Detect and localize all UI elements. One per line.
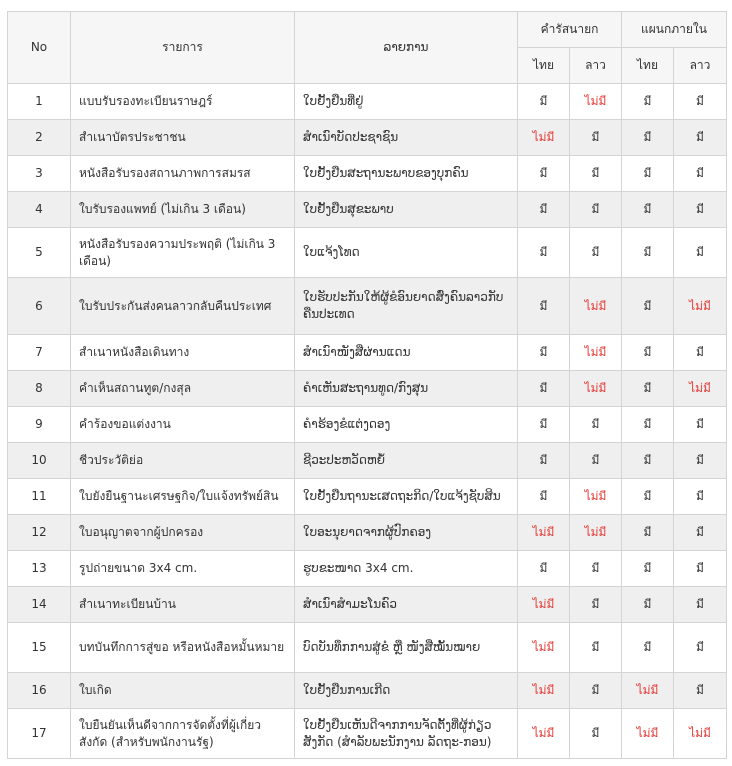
group-a-lao-status: ไม่มี	[570, 335, 622, 371]
group-b-lao-status: มี	[674, 120, 727, 156]
group-b-thai-status: มี	[622, 192, 674, 228]
row-number: 3	[8, 156, 71, 192]
item-lao: ຄຳຮ້ອງຂໍແຕ່ງດອງ	[295, 407, 518, 443]
col-item-lao-header: ລາຍການ	[295, 12, 518, 84]
table-row	[8, 587, 727, 623]
row-number: 16	[8, 673, 71, 709]
item-lao: ໃບຢັ້ງຢືນສຸຂະພາບ	[295, 192, 518, 228]
group-b-thai-header: ไทย	[622, 48, 674, 84]
item-thai: สำเนาบัตรประชาชน	[71, 120, 295, 156]
row-number: 2	[8, 120, 71, 156]
group-b-lao-status: มี	[674, 587, 727, 623]
item-thai: หนังสือรับรองความประพฤติ (ไม่เกิน 3 เดือน)	[71, 228, 295, 278]
group-a-header: คำรัสนายก	[518, 12, 622, 48]
group-b-thai-status: มี	[622, 407, 674, 443]
table-row	[8, 278, 727, 335]
group-a-lao-status: ไม่มี	[570, 371, 622, 407]
group-b-lao-status: ไม่มี	[674, 371, 727, 407]
group-b-lao-status: มี	[674, 228, 727, 278]
group-b-lao-status: มี	[674, 623, 727, 673]
group-a-thai-status: มี	[518, 407, 570, 443]
table-row	[8, 228, 727, 278]
item-lao: ສຳເນົາໜັງສືຜ່ານແດນ	[295, 335, 518, 371]
group-a-thai-status: มี	[518, 84, 570, 120]
row-number: 6	[8, 278, 71, 335]
group-b-thai-status: มี	[622, 156, 674, 192]
item-thai: คำร้องขอแต่งงาน	[71, 407, 295, 443]
group-b-lao-status: มี	[674, 407, 727, 443]
group-a-thai-status: ไม่มี	[518, 587, 570, 623]
row-number: 12	[8, 515, 71, 551]
item-lao: ຮູບຂະໜາດ 3x4 cm.	[295, 551, 518, 587]
group-b-lao-status: มี	[674, 551, 727, 587]
group-a-lao-status: มี	[570, 156, 622, 192]
row-number: 14	[8, 587, 71, 623]
group-a-thai-status: มี	[518, 335, 570, 371]
table-row	[8, 156, 727, 192]
item-lao: ໃບຢັ້ງຢືນສະຖານະພາບຂອງບຸກຄົນ	[295, 156, 518, 192]
item-thai: หนังสือรับรองสถานภาพการสมรส	[71, 156, 295, 192]
col-item-thai-header: รายการ	[71, 12, 295, 84]
item-lao: ໃບຢັ້ງຢືນການເກີດ	[295, 673, 518, 709]
group-b-thai-status: มี	[622, 228, 674, 278]
row-number: 1	[8, 84, 71, 120]
item-lao: ໃບຢັ້ງຢືນເຫັນດີຈາກການຈັດຕັ້ງທີ່ຜູ້ກ່ຽວສັງກັດ (ສຳລັບພະນັກງານ ລັດຖະ-ກອນ)	[295, 709, 518, 759]
table-row	[8, 479, 727, 515]
group-b-lao-status: ไม่มี	[674, 278, 727, 335]
item-thai: ใบรับประกันส่งคนลาวกลับคืนประเทศ	[71, 278, 295, 335]
group-a-lao-status: ไม่มี	[570, 278, 622, 335]
group-b-thai-status: มี	[622, 84, 674, 120]
group-a-lao-status: ไม่มี	[570, 479, 622, 515]
documents-table	[7, 11, 727, 759]
group-a-thai-status: ไม่มี	[518, 120, 570, 156]
group-a-thai-status: มี	[518, 479, 570, 515]
group-a-thai-status: มี	[518, 371, 570, 407]
table-row	[8, 551, 727, 587]
item-lao: ບົດບັນທຶກການສູ່ຂໍ ຫຼື ໜັງສືໝັ້ນໝາຍ	[295, 623, 518, 673]
group-b-thai-status: ไม่มี	[622, 709, 674, 759]
row-number: 11	[8, 479, 71, 515]
table-row	[8, 192, 727, 228]
group-b-thai-status: มี	[622, 371, 674, 407]
table-row	[8, 84, 727, 120]
group-a-thai-status: มี	[518, 192, 570, 228]
table-row	[8, 335, 727, 371]
table-row	[8, 515, 727, 551]
group-b-thai-status: มี	[622, 623, 674, 673]
table-row	[8, 371, 727, 407]
table-row	[8, 623, 727, 673]
col-no-header: No	[8, 12, 71, 84]
group-a-thai-status: มี	[518, 278, 570, 335]
group-b-thai-status: มี	[622, 515, 674, 551]
item-lao: ໃບຮັບປະກັນໃຫ້ຜູ້ຂໍອົນຍາດສົ່ງຄົນລາວກັບຄືນປະເທດ	[295, 278, 518, 335]
group-b-lao-status: มี	[674, 515, 727, 551]
row-number: 8	[8, 371, 71, 407]
group-b-header: แผนกภายใน	[622, 12, 727, 48]
group-b-thai-status: มี	[622, 120, 674, 156]
table-row	[8, 407, 727, 443]
group-b-thai-status: มี	[622, 443, 674, 479]
group-b-lao-status: มี	[674, 479, 727, 515]
group-a-thai-status: ไม่มี	[518, 709, 570, 759]
item-thai: ใบเกิด	[71, 673, 295, 709]
table-row	[8, 709, 727, 759]
group-a-thai-status: ไม่มี	[518, 623, 570, 673]
item-thai: ใบยืนยันเห็นดีจากการจัดตั้งที่ผู้เกี่ยวสังกัด (สำหรับพนักงานรัฐ)	[71, 709, 295, 759]
item-thai: สำเนาทะเบียนบ้าน	[71, 587, 295, 623]
group-a-lao-status: ไม่มี	[570, 515, 622, 551]
group-b-thai-status: มี	[622, 587, 674, 623]
group-b-lao-status: มี	[674, 673, 727, 709]
item-thai: แบบรับรองทะเบียนราษฎร์	[71, 84, 295, 120]
item-thai: ใบรับรองแพทย์ (ไม่เกิน 3 เดือน)	[71, 192, 295, 228]
row-number: 15	[8, 623, 71, 673]
group-a-thai-status: มี	[518, 228, 570, 278]
group-b-thai-status: มี	[622, 335, 674, 371]
group-b-lao-header: ลาว	[674, 48, 727, 84]
group-a-thai-status: ไม่มี	[518, 515, 570, 551]
item-thai: ชีวประวัติย่อ	[71, 443, 295, 479]
group-a-lao-status: มี	[570, 551, 622, 587]
item-thai: ใบยังยืนฐานะเศรษฐกิจ/ใบแจ้งทรัพย์สิน	[71, 479, 295, 515]
item-thai: สำเนาหนังสือเดินทาง	[71, 335, 295, 371]
group-a-thai-header: ไทย	[518, 48, 570, 84]
group-a-lao-status: มี	[570, 192, 622, 228]
group-b-thai-status: มี	[622, 551, 674, 587]
group-b-thai-status: มี	[622, 278, 674, 335]
table-header	[8, 12, 727, 84]
group-a-lao-status: มี	[570, 228, 622, 278]
group-a-lao-status: ไม่มี	[570, 84, 622, 120]
row-number: 17	[8, 709, 71, 759]
row-number: 9	[8, 407, 71, 443]
table-row	[8, 443, 727, 479]
group-a-lao-status: มี	[570, 623, 622, 673]
item-lao: ສຳເນົາບັດປະຊາຊົນ	[295, 120, 518, 156]
item-lao: ໃບອະນຸຍາດຈາກຜູ້ປົກຄອງ	[295, 515, 518, 551]
item-thai: ใบอนุญาตจากผู้ปกครอง	[71, 515, 295, 551]
group-a-thai-status: มี	[518, 551, 570, 587]
group-a-thai-status: ไม่มี	[518, 673, 570, 709]
row-number: 7	[8, 335, 71, 371]
row-number: 13	[8, 551, 71, 587]
table-body	[8, 84, 727, 759]
group-b-thai-status: มี	[622, 479, 674, 515]
row-number: 5	[8, 228, 71, 278]
group-b-thai-status: ไม่มี	[622, 673, 674, 709]
group-a-lao-status: มี	[570, 120, 622, 156]
group-a-lao-status: มี	[570, 673, 622, 709]
group-a-thai-status: มี	[518, 156, 570, 192]
group-a-lao-status: มี	[570, 709, 622, 759]
item-lao: ຄຳເຫັນສະຖານທູດ/ກົງສຸນ	[295, 371, 518, 407]
group-a-lao-status: มี	[570, 443, 622, 479]
group-a-lao-status: มี	[570, 587, 622, 623]
group-a-lao-status: มี	[570, 407, 622, 443]
table-row	[8, 120, 727, 156]
group-b-lao-status: ไม่มี	[674, 709, 727, 759]
row-number: 10	[8, 443, 71, 479]
item-thai: รูปถ่ายขนาด 3x4 cm.	[71, 551, 295, 587]
group-b-lao-status: มี	[674, 335, 727, 371]
group-a-lao-header: ลาว	[570, 48, 622, 84]
group-b-lao-status: มี	[674, 192, 727, 228]
group-b-lao-status: มี	[674, 443, 727, 479]
item-thai: คำเห็นสถานทูต/กงสุล	[71, 371, 295, 407]
item-thai: บทบันทึกการสู่ขอ หรือหนังสือหมั้นหมาย	[71, 623, 295, 673]
item-lao: ໃບຢັ້ງຢືນຖານະເສດຖະກິດ/ໃບແຈ້ງຊັບສິນ	[295, 479, 518, 515]
row-number: 4	[8, 192, 71, 228]
item-lao: ສຳເນົາສຳມະໂນຄົວ	[295, 587, 518, 623]
item-lao: ຊີວະປະຫວັດຫຍໍ້	[295, 443, 518, 479]
item-lao: ໃບແຈ້ງໂທດ	[295, 228, 518, 278]
group-a-thai-status: มี	[518, 443, 570, 479]
group-b-lao-status: มี	[674, 84, 727, 120]
table-row	[8, 673, 727, 709]
group-b-lao-status: มี	[674, 156, 727, 192]
item-lao: ໃບຢັ້ງຢືນທີ່ຢູ່	[295, 84, 518, 120]
